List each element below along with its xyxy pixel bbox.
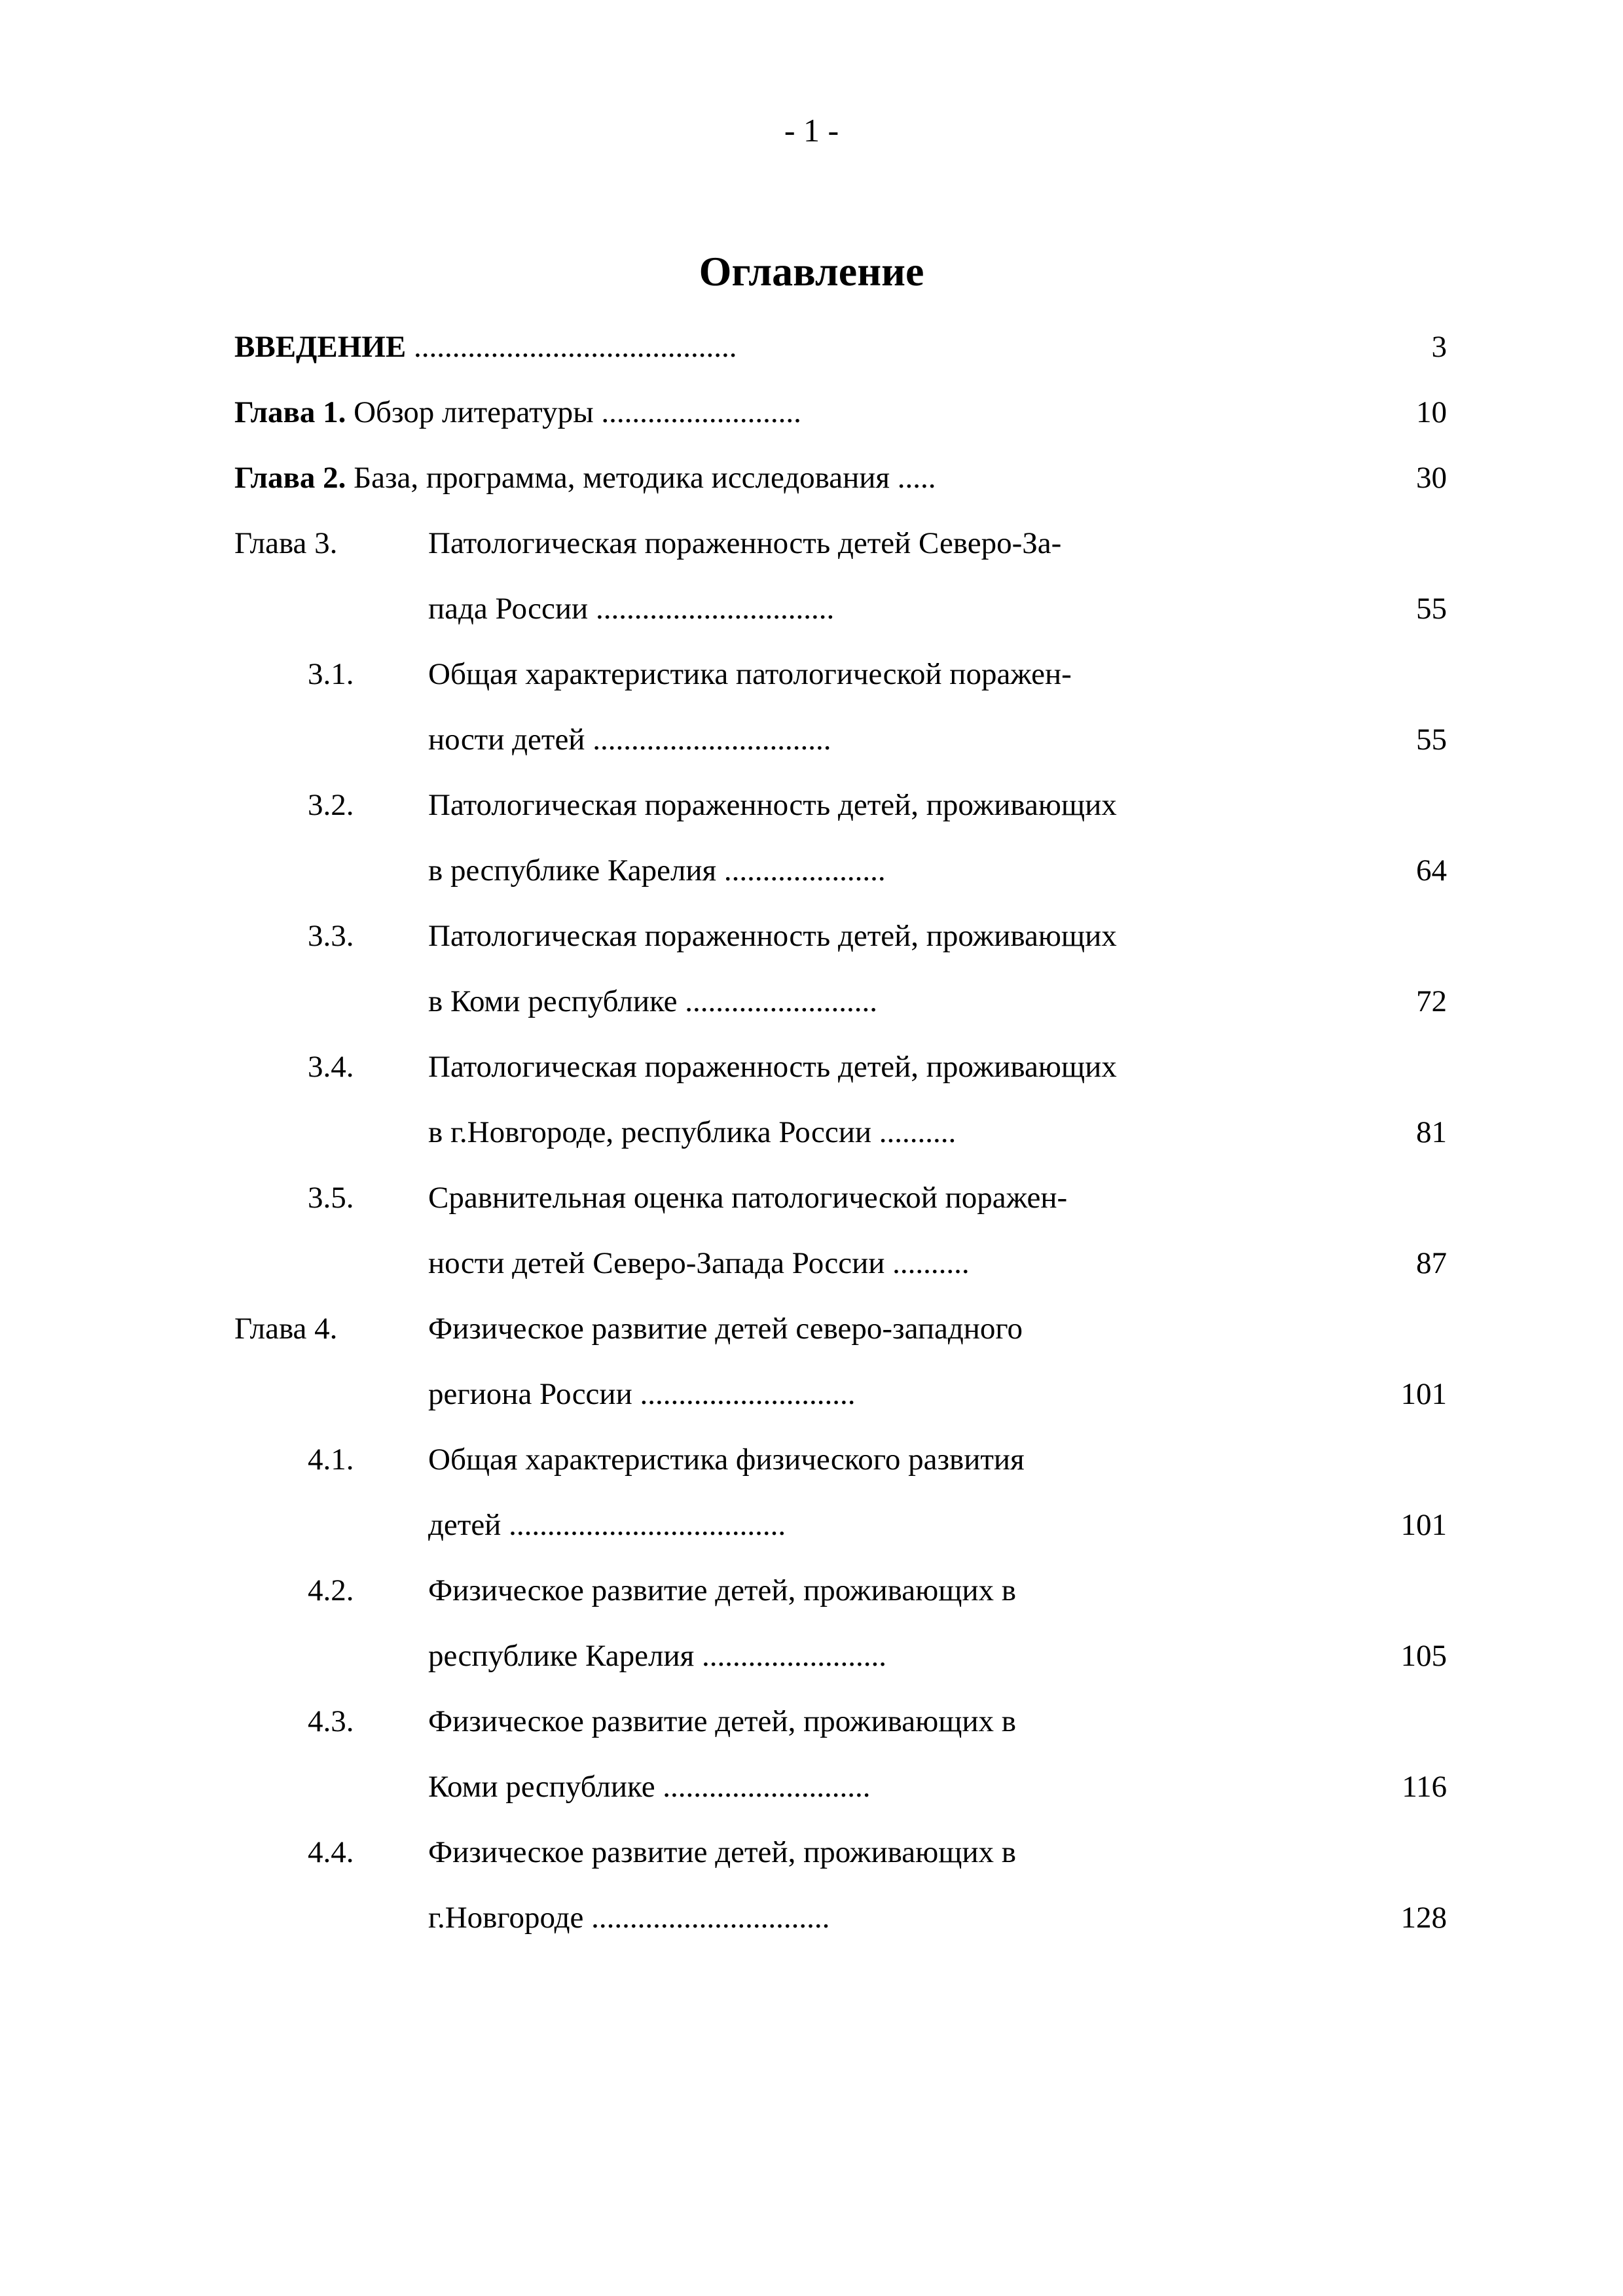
toc-entry-section-3-2-cont[interactable]: в республике Карелия ..................... bbox=[428, 853, 886, 888]
toc-entry-section-4-1-cont[interactable]: детей .................................... bbox=[428, 1508, 786, 1542]
toc-entry-section-3-1-cont[interactable]: ности детей ............................... bbox=[428, 723, 831, 757]
toc-label: Глава 2. bbox=[234, 461, 346, 495]
toc-section-number: 3.4. bbox=[308, 1050, 354, 1084]
toc-section-number: 4.3. bbox=[308, 1704, 354, 1738]
toc-section-number: 3.5. bbox=[308, 1181, 354, 1215]
toc-section-number: 4.4. bbox=[308, 1835, 354, 1869]
toc-section-number: 3.2. bbox=[308, 788, 354, 822]
toc-section-number: 4.1. bbox=[308, 1443, 354, 1477]
toc-leader: .......................................... bbox=[406, 330, 737, 364]
toc-entry-section-4-4-cont[interactable]: г.Новгороде ............................... bbox=[428, 1901, 830, 1935]
toc-page-number: 64 bbox=[1416, 853, 1447, 888]
toc-entry-chapter-4[interactable]: Физическое развитие детей северо-западного bbox=[428, 1312, 1023, 1346]
toc-page-number: 30 bbox=[1416, 461, 1447, 495]
toc-entry-section-4-1[interactable]: Общая характеристика физического развития bbox=[428, 1443, 1025, 1477]
toc-page-number: 55 bbox=[1416, 592, 1447, 626]
toc-entry-chapter-3-cont[interactable]: пада России ............................... bbox=[428, 592, 835, 626]
toc-label: ВВЕДЕНИЕ bbox=[234, 330, 407, 364]
toc-entry-chapter-1[interactable] bbox=[234, 393, 801, 432]
toc-text: База, программа, методика исследования ..... bbox=[346, 461, 936, 495]
toc-entry-chapter-3[interactable]: Патологическая пораженность детей Северо-За- bbox=[428, 526, 1062, 560]
page-title: Оглавление bbox=[699, 248, 924, 295]
toc-text: Обзор литературы .......................... bbox=[346, 395, 801, 429]
toc-section-number: 4.2. bbox=[308, 1573, 354, 1607]
toc-entry-section-4-2[interactable]: Физическое развитие детей, проживающих в bbox=[428, 1573, 1017, 1607]
toc-entry-section-3-3-cont[interactable]: в Коми республике ......................... bbox=[428, 984, 877, 1018]
toc-section-number: 3.3. bbox=[308, 919, 354, 953]
toc-page-number: 105 bbox=[1400, 1639, 1447, 1673]
toc-page-number: 3 bbox=[1431, 330, 1447, 364]
toc-entry-introduction[interactable] bbox=[234, 327, 737, 367]
toc-page-number: 128 bbox=[1400, 1901, 1447, 1935]
toc-page-number: 10 bbox=[1416, 395, 1447, 429]
toc-page-number: 101 bbox=[1400, 1508, 1447, 1542]
toc-label: Глава 1. bbox=[234, 395, 346, 429]
toc-entry-section-3-2[interactable]: Патологическая пораженность детей, проживающих bbox=[428, 788, 1117, 822]
toc-chapter-label: Глава 3. bbox=[234, 526, 338, 560]
toc-entry-section-3-5[interactable]: Сравнительная оценка патологической поражен- bbox=[428, 1181, 1068, 1215]
toc-page-number: 87 bbox=[1416, 1246, 1447, 1280]
toc-chapter-label: Глава 4. bbox=[234, 1312, 338, 1346]
toc-entry-section-3-4-cont[interactable]: в г.Новгороде, республика России .......... bbox=[428, 1115, 957, 1149]
toc-entry-chapter-4-cont[interactable]: региона России ............................ bbox=[428, 1377, 856, 1411]
toc-section-number: 3.1. bbox=[308, 657, 354, 691]
page-number: - 1 - bbox=[784, 112, 839, 149]
toc-page-number: 116 bbox=[1402, 1770, 1447, 1804]
toc-entry-section-4-2-cont[interactable]: республике Карелия ........................ bbox=[428, 1639, 886, 1673]
toc-entry-section-4-4[interactable]: Физическое развитие детей, проживающих в bbox=[428, 1835, 1017, 1869]
toc-page-number: 72 bbox=[1416, 984, 1447, 1018]
toc-page-number: 101 bbox=[1400, 1377, 1447, 1411]
toc-entry-section-4-3[interactable]: Физическое развитие детей, проживающих в bbox=[428, 1704, 1017, 1738]
toc-entry-section-3-1[interactable]: Общая характеристика патологической поражен- bbox=[428, 657, 1072, 691]
toc-page-number: 55 bbox=[1416, 723, 1447, 757]
toc-entry-chapter-2[interactable] bbox=[234, 458, 936, 497]
toc-entry-section-4-3-cont[interactable]: Коми республике ........................... bbox=[428, 1770, 871, 1804]
toc-entry-section-3-4[interactable]: Патологическая пораженность детей, проживающих bbox=[428, 1050, 1117, 1084]
toc-entry-section-3-3[interactable]: Патологическая пораженность детей, проживающих bbox=[428, 919, 1117, 953]
toc-page-number: 81 bbox=[1416, 1115, 1447, 1149]
toc-entry-section-3-5-cont[interactable]: ности детей Северо-Запада России .......... bbox=[428, 1246, 970, 1280]
